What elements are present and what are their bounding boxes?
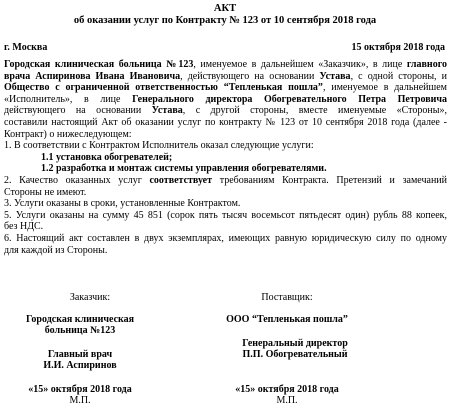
item-2-continued: Стороны не имеют. [4, 186, 87, 198]
item-1-1: 1.1 установка обогревателей; [41, 151, 173, 163]
item-6: 6. Настоящий акт составлен в двух экземплярах, имеющих равную юридическую силу по одному [4, 232, 447, 244]
customer-sign-date: «15» октября 2018 года [28, 384, 132, 395]
customer-signer-name: И.И. Аспиринов [43, 360, 117, 371]
intro-line-6: составили настоящий Акт об оказании услуг по контракту № 123 от 10 сентября 2018 года (далее - [4, 116, 447, 128]
supplier-org-name: ООО “Тепленькая пошла” [226, 314, 348, 325]
document-title: АКТ [213, 3, 237, 14]
customer-org-line-1: Городская клиническая [25, 314, 135, 325]
customer-position: Главный врач [47, 349, 113, 360]
supplier-org: Общество с ограниченной ответственностью “Тепленькая пошла” [4, 82, 323, 94]
item-2: 2. Качество оказанных услуг соответствует требованиям Контракта. Претензий и замечаний [4, 174, 447, 186]
supplier-sign-date: «15» октября 2018 года [235, 384, 339, 395]
intro-line-1: Городская клиническая больница №123, именуемое в дальнейшем «Заказчик», в лице главного [4, 59, 447, 70]
item-1: 1. В соответствии с Контрактом Исполнитель оказал следующие услуги: [4, 140, 314, 152]
intro-line-2: врача Аспиринова Ивана Ивановича, действующего на основании Устава, с одной стороны, и [4, 70, 447, 82]
intro-line-4: «Исполнитель», в лице Генерального директора Обогревательного Петра Петровича [4, 93, 447, 105]
item-1-2: 1.2 разработка и монтаж системы управления обогревателями. [41, 163, 327, 175]
customer-head: врача Аспиринова Ивана Ивановича [4, 70, 181, 82]
customer-role: Заказчик: [69, 292, 111, 303]
item-5: 5. Услуги оказаны на сумму 45 851 (сорок пять тысяч восемьсот пятьдесят один) рубль 88 копеек, [4, 209, 447, 221]
item-6-continued: для каждой из Стороны. [4, 244, 108, 256]
supplier-role: Поставщик: [261, 292, 313, 303]
customer-org-line-2: больница №123 [44, 325, 116, 336]
intro-line-3: Общество с ограниченной ответственностью “Тепленькая пошла”, именуемое в дальнейшем [4, 82, 447, 94]
intro-paragraph [4, 59, 447, 256]
supplier-head: Генерального директора Обогревательного Петра Петровича [132, 93, 447, 105]
document-subtitle: об оказании услуг по Контракту № 123 от 10 сентября 2018 года [73, 15, 377, 26]
item-5-continued: без НДС. [4, 221, 44, 233]
supplier-position: Генеральный директор [242, 338, 348, 349]
supplier-signer-name: П.П. Обогревательный [242, 349, 348, 360]
supplier-stamp-place: М.П. [276, 395, 298, 406]
place: г. Москва [4, 42, 48, 53]
intro-line-5: действующего на основании Устава, с другой стороны, вместе именуемые «Стороны», [4, 105, 447, 117]
item-3: 3. Услуги оказаны в сроки, установленные Контрактом. [4, 198, 241, 210]
customer-org: Городская клиническая больница №123 [4, 59, 194, 70]
customer-stamp-place: М.П. [69, 395, 91, 406]
document-date: 15 октября 2018 года [351, 42, 445, 53]
intro-line-7: Контракт) о нижеследующем: [4, 128, 132, 140]
